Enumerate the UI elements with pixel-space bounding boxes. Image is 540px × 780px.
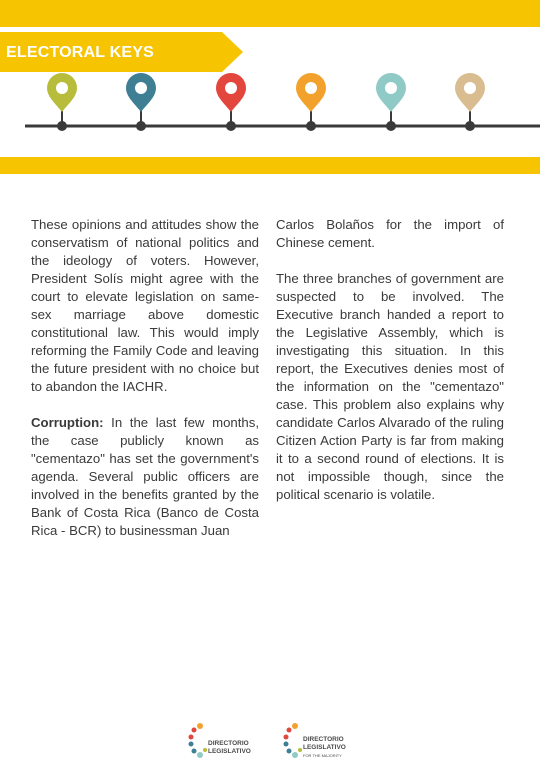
- corruption-label: Corruption:: [31, 415, 104, 430]
- location-pin-icon: [216, 73, 246, 126]
- timeline: [0, 70, 540, 140]
- banner-title: ELECTORAL KEYS: [6, 44, 155, 61]
- timeline-node: [136, 121, 146, 131]
- logo2-sub: FOR THE MAJORITY: [303, 753, 342, 758]
- paragraph-branches: The three branches of government are suspected to be involved. The Executive branch handed a report to the Legislative Assembly, which is investigating this situation. In this report, the Executives denies most of the information on the "cementazo" case. This problem also explains why candidate Carlos Alvarado of the ruling Citizen Action Party is far from making it to a second round of elections. It is not impossible though, since the political scenario is volatile.: [276, 271, 504, 502]
- location-pin-icon: [376, 73, 406, 126]
- timeline-node: [306, 121, 316, 131]
- timeline-node: [57, 121, 67, 131]
- directorio-logo-2: [281, 718, 361, 778]
- column-left: [31, 216, 259, 558]
- paragraph-corruption: [31, 414, 259, 540]
- logo1-line1: DIRECTORIO: [208, 740, 249, 747]
- yellow-band: [0, 157, 540, 174]
- logo1-line2: LEGISLATIVO: [208, 748, 251, 755]
- paragraph-conservatism: These opinions and attitudes show the conservatism of national politics and the ideology of voters. However, President Solís might agree with the court to elevate legislation on same-sex marriage above domestic constitutional law. This would imply reforming the Family Code and leaving the future president with no choice but to abandon the IACHR.: [31, 217, 259, 394]
- logo2-line2: LEGISLATIVO: [303, 744, 346, 751]
- location-pin-icon: [455, 73, 485, 126]
- logo2-line1: DIRECTORIO: [303, 736, 344, 743]
- location-pin-icon: [126, 73, 156, 126]
- timeline-node: [465, 121, 475, 131]
- logo-dots-icon: [186, 718, 210, 768]
- directorio-logo-1: [186, 718, 266, 778]
- top-bar: [0, 0, 540, 27]
- column-right: [276, 216, 504, 522]
- logo-dots-icon: [281, 718, 305, 768]
- location-pin-icon: [296, 73, 326, 126]
- corruption-text: In the last few months, the case publicly known as "cementazo" has set the government's agenda. Several public officers are involved in the benefits granted by the Bank of Costa Rica (Banco de Costa Rica - BCR) to businessman Juan: [31, 415, 259, 538]
- paragraph-bolanos: Carlos Bolaños for the import of Chinese cement.: [276, 217, 504, 250]
- location-pin-icon: [47, 73, 77, 126]
- timeline-node: [386, 121, 396, 131]
- section-banner: [0, 32, 243, 72]
- timeline-node: [226, 121, 236, 131]
